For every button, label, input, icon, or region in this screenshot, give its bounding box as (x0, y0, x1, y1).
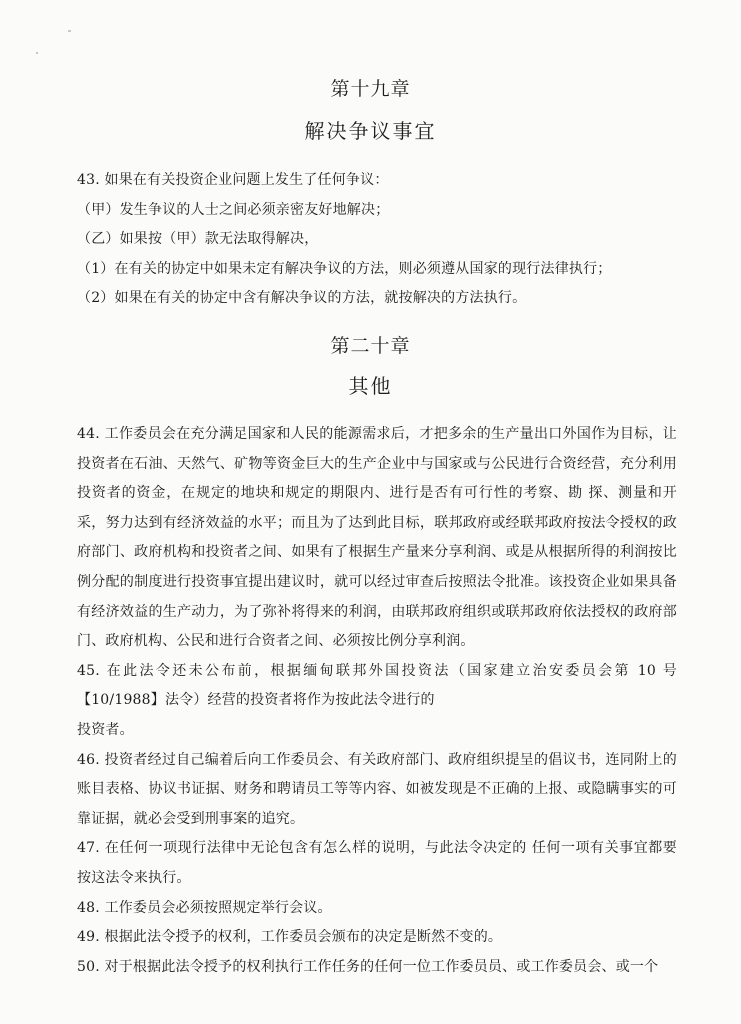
section-43-line: 43. 如果在有关投资企业问题上发生了任何争议： (77, 172, 389, 188)
article-46: 46. 投资者经过自己编着后向工作委员会、有关政府部门、政府组织提呈的倡议书，连同附上的账目表格、协议书证据、财务和聘请员工等等内容、如被发现是不正确的上报、或隐瞒事实的可靠证据，就必会受到刑事案的追究。 (77, 751, 677, 827)
section-43-line: （乙）如果按（甲）款无法取得解决， (77, 231, 319, 247)
section-43-line: （1）在有关的协定中如果未定有解决争议的方法，则必须遵从国家的现行法律执行； (77, 260, 612, 277)
article-48: 48. 工作委员会必须按照规定举行会议。 (77, 899, 332, 916)
section-43 (77, 166, 677, 314)
chapter-19-number: 第十九章 (330, 78, 411, 100)
article-45-continuation: 投资者。 (77, 721, 134, 738)
section-43-line: （2）如果在有关的协定中含有解决争议的方法，就按解决的方法执行。 (77, 290, 527, 306)
chapter-20-body (77, 420, 677, 982)
scan-speck (36, 52, 38, 54)
scan-speck (68, 30, 71, 32)
article-47: 47. 在任何一项现行法律中无论包含有怎么样的说明，与此法令决定的 任何一项有关事宜都要按这法令来执行。 (77, 840, 677, 886)
chapter-20-number: 第二十章 (330, 335, 411, 357)
chapter-19-title: 解决争议事宜 (304, 119, 437, 143)
section-43-line: （甲）发生争议的人士之间必须亲密友好地解决； (77, 201, 390, 218)
article-50: 50. 对于根据此法令授予的权利执行工作任务的任何一位工作委员员、或工作委员会、或一个 (77, 958, 659, 975)
article-44: 44. 工作委员会在充分满足国家和人民的能源需求后，才把多余的生产量出口外国作为目标，让投资者在石油、天然气、矿物等资金巨大的生产企业中与国家或与公民进行合资经营，充分利用投资者的资金，在规定的地块和规定的期限内、进行是否有可行性的考察、勘 探、测量和开采，努力达到有经济效益的水平；而且为了达到此目标，联邦政府或经联邦政府按法令授权的政府部门、政府机构和投资者之间、如果有了根据生产量来分享利润、或是从根据所得的利润按比例分配的制度进行投资事宜提出建议时，就可以经过审查后按照法令批准。该投资企业如果具备有经济效益的生产动力，为了弥补将得来的利润，由联邦政府组织或联邦政府依法授权的政府部门、政府机构、公民和进行合资者之间、必须按比例分享利润。 (77, 426, 677, 650)
article-45: 45. 在此法令还未公布前，根据缅甸联邦外国投资法（国家建立治安委员会第 10 号【10/1988】法令）经营的投资者将作为按此法令进行的 (77, 662, 677, 709)
chapter-20-title: 其他 (348, 374, 393, 398)
article-49: 49. 根据此法令授予的权利，工作委员会颁布的决定是断然不变的。 (77, 929, 503, 946)
